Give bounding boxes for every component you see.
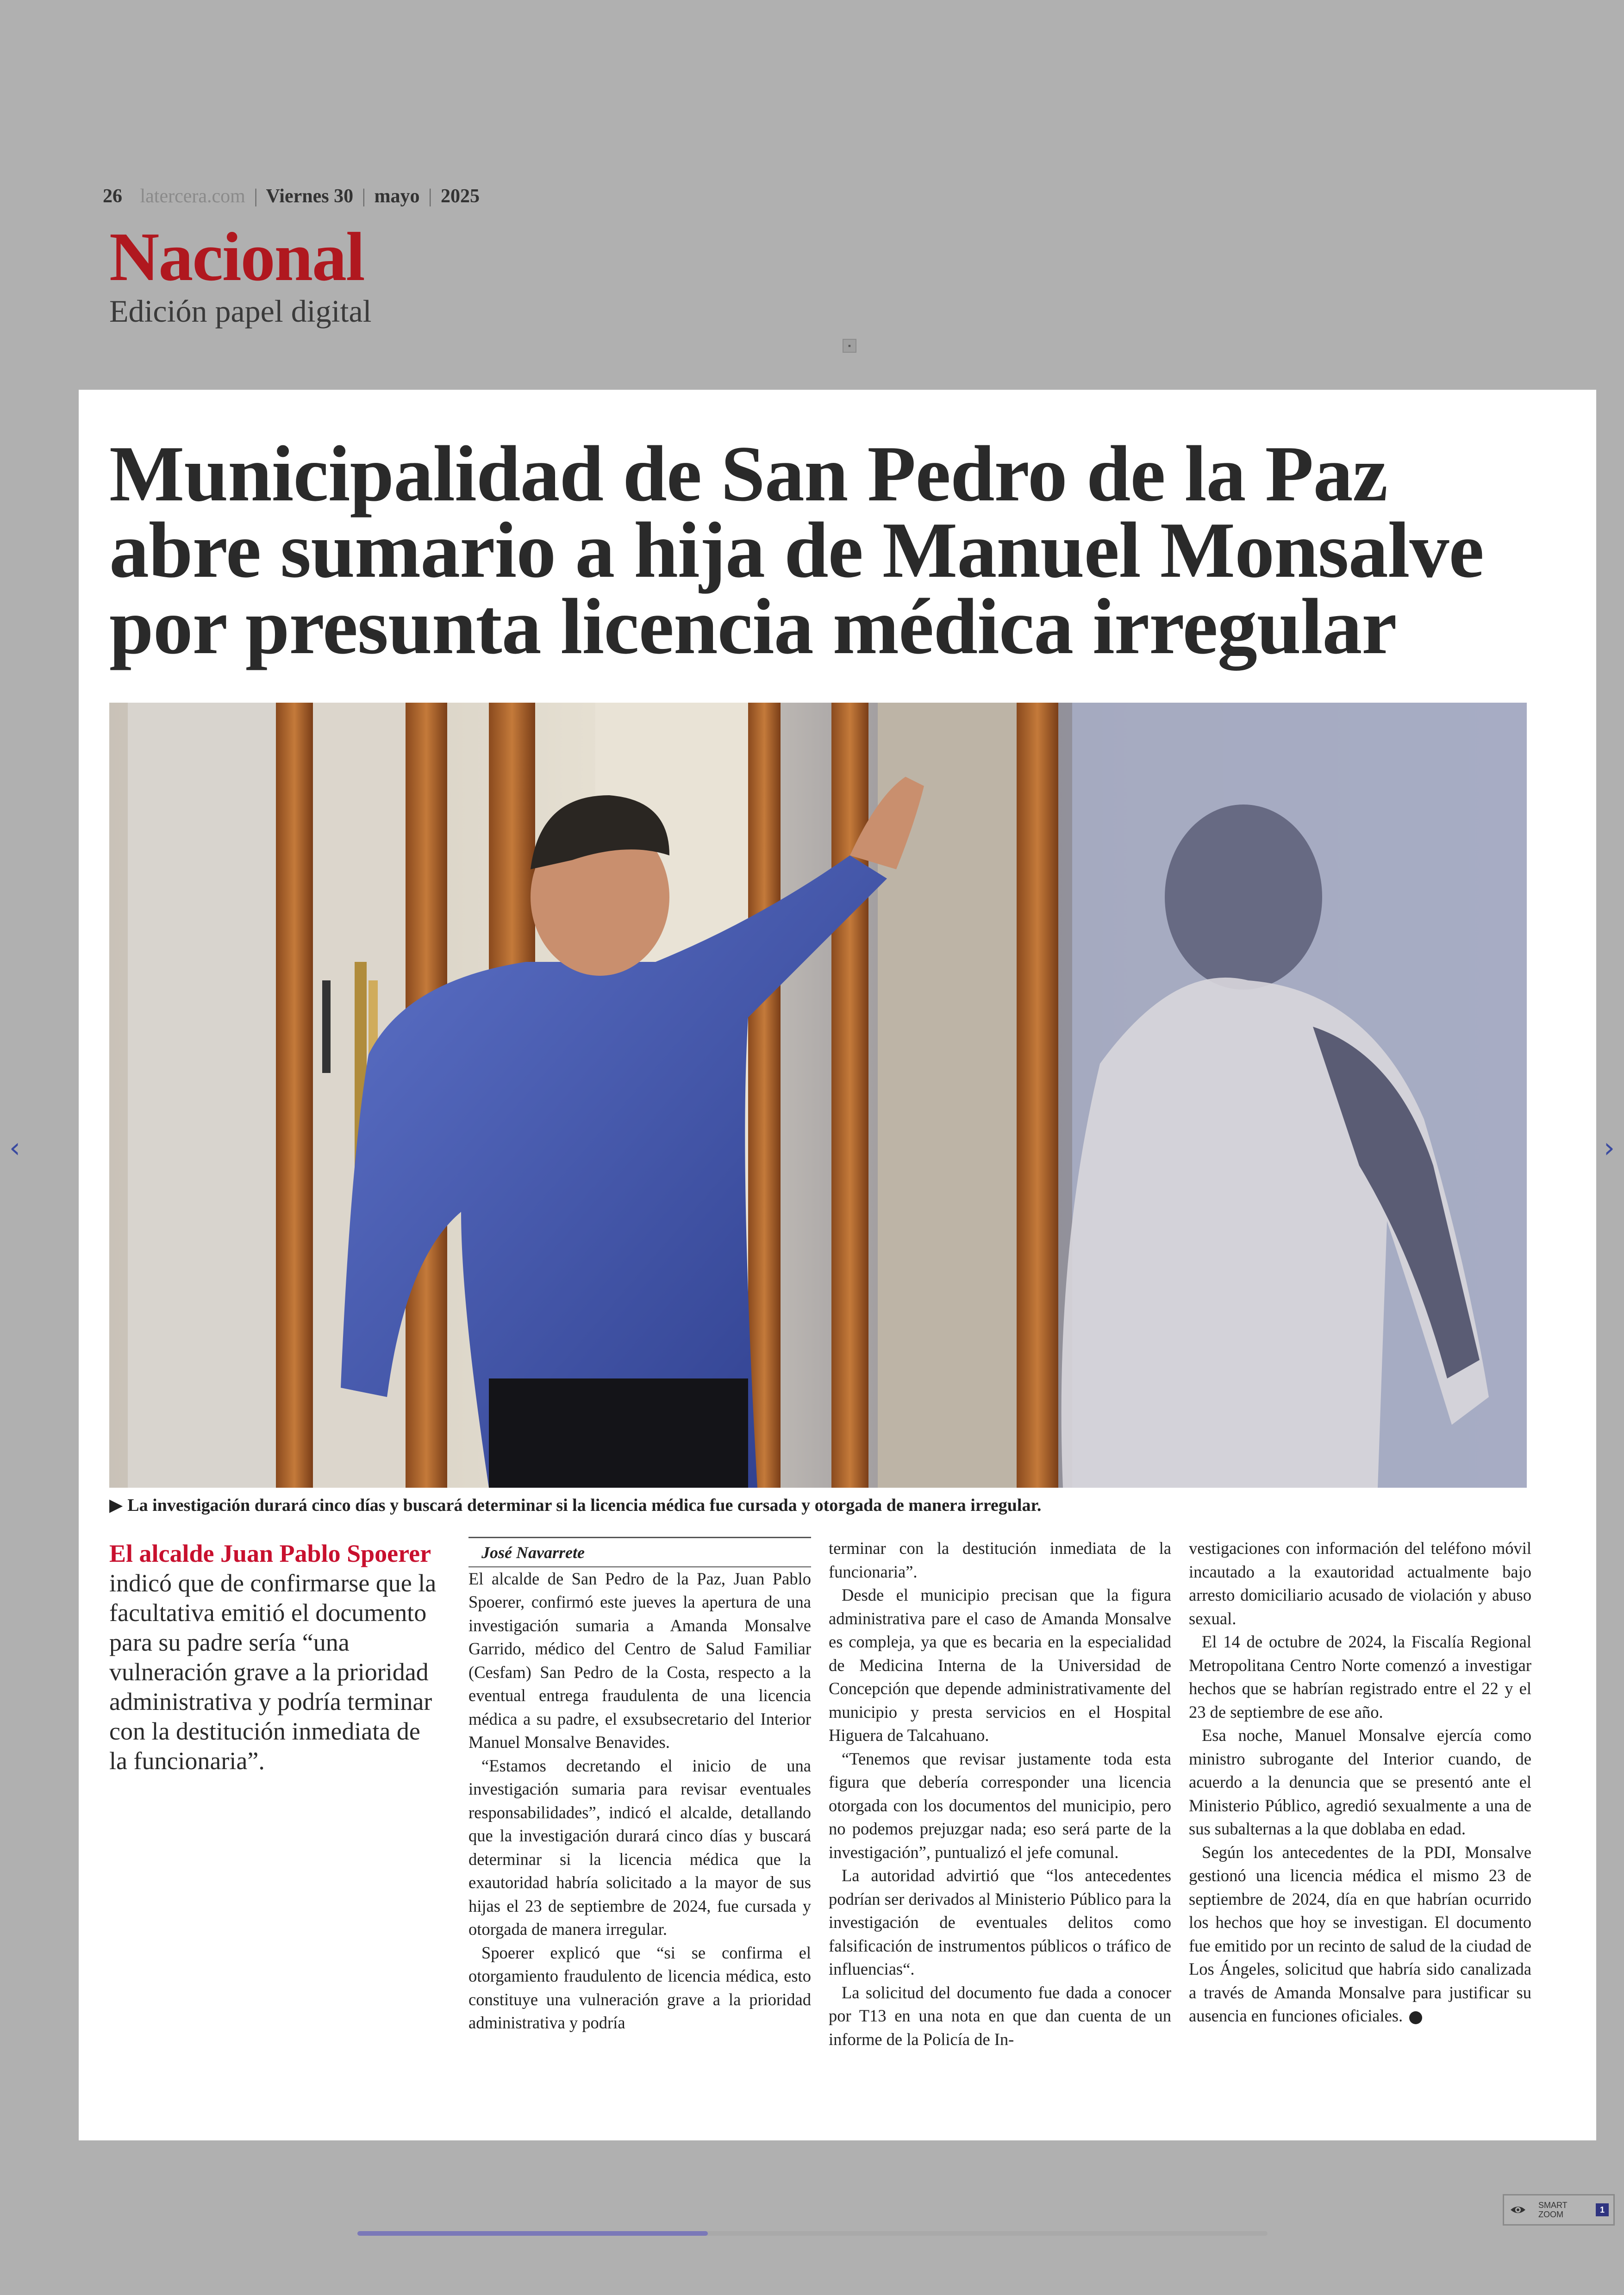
issue-year: 2025 (440, 186, 480, 207)
pull-quote (109, 1539, 443, 1776)
article-column-3 (1189, 1537, 1531, 2028)
paragraph: Esa noche, Manuel Monsalve ejercía como ministro subrogante del Interior cuando, de acuerdo a la denuncia que se presentó ante el Ministerio Público, agredió sexualmente a una de sus subalternas a la que doblaba en edad. (1189, 1726, 1531, 1838)
paragraph: La autoridad advirtió que “los antecedentes podrían ser derivados al Ministerio Público para la investigación de eventuales delitos como falsificación de instrumentos públicos o tráfico de influencias“. (829, 1866, 1171, 1978)
paragraph: “Tenemos que revisar justamente toda esta figura que debería corresponder una licencia otorgada con los documentos del municipio, pero no podemos prejuzgar nada; eso será parte de la investigación”, puntualizó el jefe comunal. (829, 1749, 1171, 1862)
pull-quote-lead: El alcalde Juan Pablo Spoerer (109, 1540, 431, 1567)
paragraph: terminar con la destitución inmediata de la funcionaria”. (829, 1539, 1171, 1581)
smart-zoom-label-line2: ZOOM (1538, 2210, 1563, 2219)
article-photo (109, 703, 1527, 1488)
smart-zoom-label (1538, 2201, 1596, 2219)
photo-caption (109, 1494, 1544, 1515)
paragraph-text: Según los antecedentes de la PDI, Monsalve gestionó una licencia médica el mismo 23 de septiembre de 2024, día en que habrían ocurrido los hechos que hoy se investigan. El documento fue emitido por un recinto de salud de la ciudad de Los Ángeles, solicitud que habría sido canalizada a través de Amanda Monsalve para justificar su ausencia en funciones oficiales. (1189, 1842, 1531, 2025)
paragraph: vestigaciones con información del teléfono móvil incautado a la exautoridad actualmente bajo arresto domiciliario acusado de violación y abuso sexual. (1189, 1539, 1531, 1628)
paragraph: El 14 de octubre de 2024, la Fiscalía Regional Metropolitana Centro Norte comenzó a investigar hechos que se habrían registrado entre el 22 y el 23 de septiembre de ese año. (1189, 1632, 1531, 1721)
small-marker-icon: ▪ (843, 339, 856, 353)
paragraph: El alcalde de San Pedro de la Paz, Juan Pablo Spoerer, confirmó este jueves la apertura de una investigación sumaria a Amanda Monsalve Garrido, médico del Centro de Salud Familiar (Cesfam) San Pedro de la Costa, respecto a la eventual entrega fraudulenta de una licencia médica a su padre, el exsubsecretario del Interior Manuel Monsalve Benavides. (468, 1569, 811, 1752)
pull-quote-text: indicó que de confirmarse que la facultativa emitió el documento para su padre sería “una vulneración grave a la prioridad administrativa y podría terminar con la destitución inmediata de la funcionaria”. (109, 1569, 437, 1775)
page-number: 26 (103, 186, 122, 207)
site-name: latercera.com (140, 186, 245, 207)
smart-zoom-badge: 1 (1596, 2203, 1609, 2216)
page-progress-bar[interactable] (357, 2231, 1268, 2236)
paragraph: Desde el municipio precisan que la figura administrativa pare el caso de Amanda Monsalve es compleja, ya que es becaria en la especialidad de Medicina Interna de la Universidad de Concepción que depende administrativamente del municipio y presta servicios en el Hospital Higuera de Talcahuano. (829, 1585, 1171, 1745)
separator: | (428, 186, 432, 207)
separator: | (254, 186, 258, 207)
page-meta (103, 185, 480, 207)
article-column-2 (829, 1537, 1171, 2051)
paragraph: “Estamos decretando el inicio de una investigación sumaria para revisar eventuales responsabilidades”, indicó el alcalde, detallando que la investigación durará cinco días y buscará determinar si la licencia médica que la exautoridad habría solicitado a la mayor de sus hijas el 23 de septiembre de 2024, fue cursada y otorgada de manera irregular. (468, 1756, 811, 1939)
chevron-left-icon[interactable]: ‹ (9, 1132, 20, 1164)
chevron-right-icon[interactable]: › (1604, 1132, 1615, 1164)
newspaper-page (79, 390, 1596, 2140)
article-headline: Municipalidad de San Pedro de la Paz abre sumario a hija de Manuel Monsalve por presunta licencia médica irregular (109, 430, 1484, 671)
paragraph (1189, 1841, 1531, 2028)
separator: | (362, 186, 366, 207)
smart-zoom-button[interactable] (1503, 2194, 1615, 2226)
edition-subtitle: Edición papel digital (109, 293, 372, 329)
section-title: Nacional (109, 218, 364, 295)
page-progress-fill (357, 2231, 708, 2236)
issue-day: Viernes 30 (266, 186, 354, 207)
smart-zoom-label-line1: SMART (1538, 2201, 1568, 2210)
caption-text: La investigación durará cinco días y buscará determinar si la licencia médica fue cursada y otorgada de manera irregular. (127, 1496, 1042, 1515)
paragraph: La solicitud del documento fue dada a conocer por T13 en una nota en que dan cuenta de un informe de la Policía de In- (829, 1983, 1171, 2049)
end-of-article-icon (1409, 2011, 1422, 2024)
eye-icon (1509, 2201, 1527, 2219)
byline: José Navarrete (468, 1537, 811, 1567)
caption-triangle-icon: ▶ (109, 1496, 123, 1515)
paragraph: Spoerer explicó que “si se confirma el otorgamiento fraudulento de licencia médica, esto constituye una vulneración grave a la prioridad administrativa y podría (468, 1943, 811, 2032)
issue-month: mayo (374, 186, 420, 207)
article-column-1 (468, 1537, 811, 2035)
